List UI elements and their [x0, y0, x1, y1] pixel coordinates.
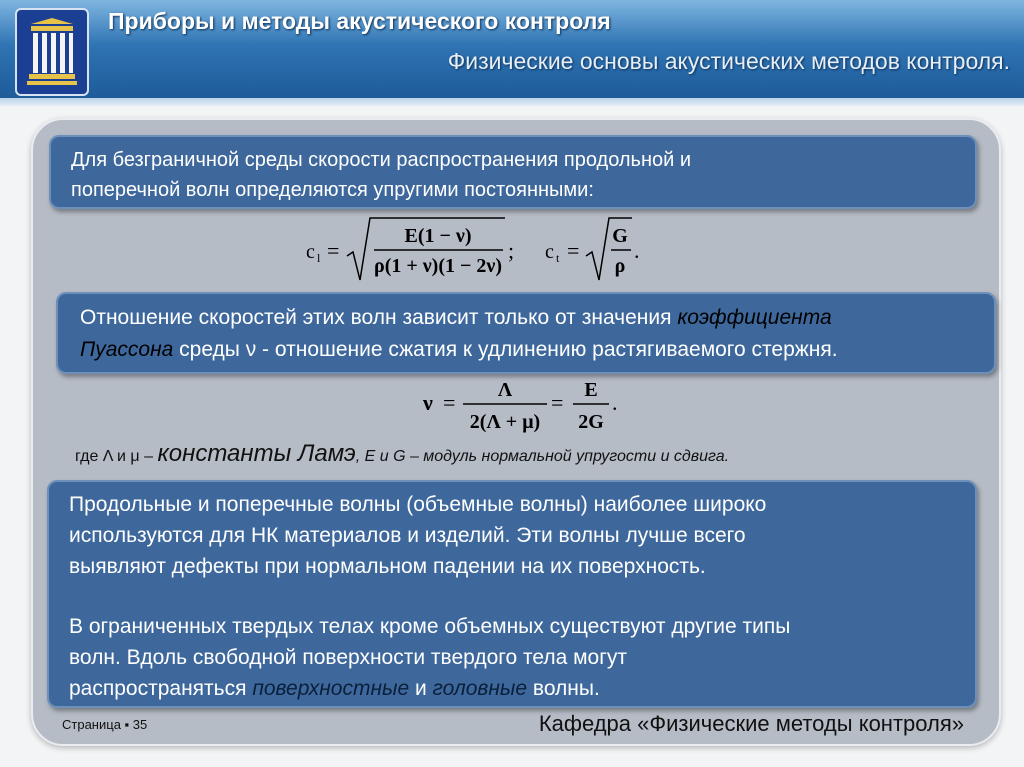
- formula-poisson-ratio: [415, 374, 655, 438]
- svg-text:E(1 − ν): E(1 − ν): [404, 225, 472, 247]
- header-divider: [0, 98, 1024, 106]
- text-line: поперечной волн определяются упругими постоянными:: [71, 179, 594, 201]
- slide-subtitle: Физические основы акустических методов контроля.: [447, 48, 1010, 74]
- text-line: Пуассона среды ν - отношение сжатия к удлинению растягиваемого стержня.: [80, 338, 838, 361]
- svg-text:ρ(1 + ν)(1 − 2ν): ρ(1 + ν)(1 − 2ν): [373, 255, 503, 277]
- term-surface-waves: поверхностные: [252, 677, 410, 700]
- university-emblem-icon: [15, 8, 89, 96]
- text-line: выявляют дефекты при нормальном падении на их поверхность.: [69, 555, 706, 578]
- svg-text:ν: ν: [423, 390, 433, 415]
- text-line: распространяться поверхностные и головные волны.: [69, 677, 600, 700]
- svg-text:.: .: [634, 238, 640, 263]
- svg-text:2G: 2G: [578, 411, 604, 433]
- page-number: Страница ▪ 35: [62, 717, 148, 732]
- svg-text:=: =: [551, 390, 564, 415]
- text-box-bulk-waves: [47, 480, 977, 708]
- term-head-waves: головные: [432, 677, 528, 700]
- text-box-poisson: [56, 292, 996, 374]
- svg-text:;: ;: [508, 238, 515, 263]
- svg-text:l: l: [317, 251, 321, 265]
- svg-text:c: c: [306, 241, 315, 263]
- svg-text:=: =: [327, 238, 340, 263]
- svg-text:=: =: [567, 238, 580, 263]
- text-line: Для безграничной среды скорости распространения продольной и: [71, 149, 692, 171]
- term-lame-constants: константы Ламэ: [157, 440, 356, 467]
- text-line: Отношение скоростей этих волн зависит только от значения коэффициента: [80, 306, 832, 329]
- svg-text:.: .: [612, 390, 618, 415]
- svg-text:2(Λ + μ): 2(Λ + μ): [469, 411, 541, 433]
- lame-constants-note: где Λ и μ – константы Ламэ, E и G – модуль нормальной упругости и сдвига.: [75, 440, 730, 467]
- text-line: волн. Вдоль свободной поверхности твердого тела могут: [69, 646, 628, 669]
- term-coefficient: коэффициента: [677, 306, 832, 329]
- svg-text:E: E: [584, 379, 598, 401]
- svg-text:Λ: Λ: [497, 379, 513, 401]
- text-line: используются для НК материалов и изделий. Эти волны лучше всего: [69, 524, 746, 547]
- svg-text:t: t: [556, 251, 560, 265]
- term-poisson: Пуассона: [80, 338, 174, 361]
- text-line: В ограниченных твердых телах кроме объемных существуют другие типы: [69, 615, 791, 638]
- department-name: Кафедра «Физические методы контроля»: [538, 711, 964, 736]
- svg-text:=: =: [443, 390, 456, 415]
- svg-text:c: c: [545, 241, 554, 263]
- formula-wave-velocities: [300, 212, 660, 290]
- text-line: Продольные и поперечные волны (объемные волны) наиболее широко: [69, 493, 767, 516]
- text-box-velocities: [49, 135, 977, 209]
- svg-text:ρ: ρ: [614, 255, 626, 277]
- svg-text:G: G: [612, 225, 628, 247]
- slide-title: Приборы и методы акустического контроля: [108, 8, 611, 34]
